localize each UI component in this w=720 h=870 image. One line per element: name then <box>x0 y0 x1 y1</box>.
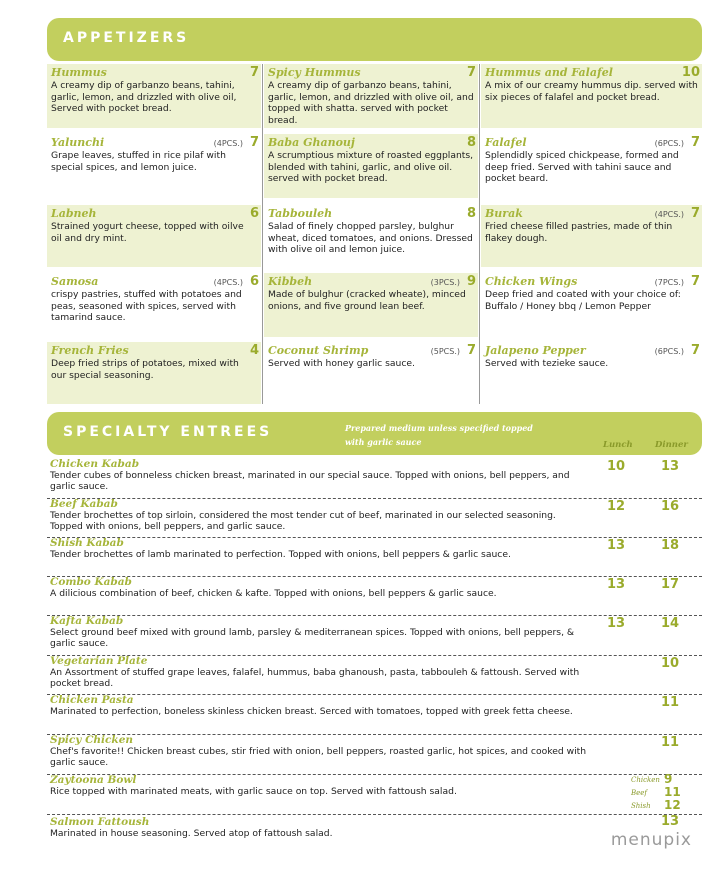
appetizer-price: 7 <box>466 343 476 358</box>
entree-item <box>47 616 702 656</box>
appetizer-qty: (4PCS.) <box>213 278 243 287</box>
appetizer-name: Spicy Hummus <box>268 66 361 79</box>
entree-lunch-price: 12 <box>607 499 626 514</box>
appetizer-name: Yalunchi <box>51 136 105 149</box>
entree-desc: Rice topped with marinated meats, with garlic sauce on top. Served with fattoush salad. <box>50 786 457 797</box>
appetizer-desc: Deep fried strips of potatoes, mixed with our special seasoning. <box>51 358 239 381</box>
appetizer-price: 7 <box>690 206 700 221</box>
entree-desc: An Assortment of stuffed grape leaves, falafel, hummus, baba ghanoush, pasta, tabbouleh & fattoush. Served with pocket bread. <box>50 667 580 689</box>
entree-item <box>47 695 702 735</box>
appetizer-name: Jalapeno Pepper <box>485 344 586 357</box>
entree-dinner-price: 10 <box>661 656 680 671</box>
entree-name: Vegetarian Plate <box>50 655 148 667</box>
bowl-option-price: 12 <box>664 798 681 812</box>
appetizer-item <box>481 273 702 337</box>
menupix-watermark: menupix <box>610 830 692 850</box>
appetizer-item <box>481 342 702 404</box>
appetizer-qty: (7PCS.) <box>654 278 684 287</box>
appetizer-qty: (3PCS.) <box>430 278 460 287</box>
appetizer-price: 6 <box>249 274 259 289</box>
entree-lunch-price: 10 <box>607 459 626 474</box>
entree-name: Shish Kabab <box>50 537 124 549</box>
entree-dinner-price: 18 <box>661 538 680 553</box>
appetizer-item <box>264 342 478 404</box>
appetizer-desc: Served with honey garlic sauce. <box>268 358 415 369</box>
appetizer-desc: Served with tezieke sauce. <box>485 358 609 369</box>
entree-desc: A dilicious combination of beef, chicken & kafte. Topped with onions, bell peppers & garlic sauce. <box>50 588 497 599</box>
appetizer-name: Chicken Wings <box>485 275 578 288</box>
appetizer-name: Hummus <box>51 66 107 79</box>
appetizer-item <box>481 64 702 128</box>
bowl-option-label: Beef <box>631 789 648 797</box>
appetizer-qty: (4PCS.) <box>654 210 684 219</box>
appetizer-name: French Fries <box>51 344 129 357</box>
entrees-title: SPECIALTY ENTREES <box>63 424 273 440</box>
appetizer-desc: Made of bulghur (cracked wheate), minced onions, and five ground lean beef. <box>268 289 466 312</box>
appetizers-header <box>47 18 702 61</box>
appetizer-item <box>264 134 478 198</box>
entree-item <box>47 459 702 499</box>
column-divider <box>262 64 263 404</box>
appetizer-qty: (6PCS.) <box>654 139 684 148</box>
entree-desc: Tender brochettes of lamb marinated to perfection. Topped with onions, bell peppers & garlic sauce. <box>50 549 511 560</box>
entree-item <box>47 814 702 847</box>
appetizer-desc: A scrumptious mixture of roasted eggplants, blended with tahini, garlic, and olive oil. served with pocket bread. <box>268 150 474 184</box>
appetizer-desc: Splendidly spiced chickpease, formed and deep fried. Served with tahini sauce and pocket beard. <box>485 150 679 184</box>
entree-lunch-price: 13 <box>607 577 626 592</box>
appetizer-name: Labneh <box>51 207 97 220</box>
entree-name: Combo Kabab <box>50 576 132 588</box>
entrees-note: Prepared medium unless specified topped with garlic sauce <box>345 423 533 447</box>
appetizer-desc: A creamy dip of garbanzo beans, tahini, garlic, lemon, and drizzled with olive oil, Served with pocket bread. <box>51 80 237 114</box>
entree-item <box>47 499 702 538</box>
appetizer-desc: Fried cheese filled pastries, made of thin flakey dough. <box>485 221 673 244</box>
column-divider <box>479 64 480 404</box>
appetizer-price: 7 <box>249 135 259 150</box>
entree-item <box>47 772 702 815</box>
appetizer-name: Tabbouleh <box>268 207 333 220</box>
appetizer-qty: (6PCS.) <box>654 347 684 356</box>
entree-dinner-price: 13 <box>661 459 680 474</box>
appetizer-desc: Salad of finely chopped parsley, bulghur wheat, diced tomatoes, and onions. Dressed with olive oil and lemon juice. <box>268 221 473 255</box>
entree-name: Salmon Fattoush <box>50 816 150 828</box>
bowl-option-label: Chicken <box>631 776 660 784</box>
appetizer-name: Falafel <box>485 136 527 149</box>
appetizer-item <box>264 205 478 267</box>
entree-name: Beef Kabab <box>50 498 118 510</box>
entree-desc: Marinated in house seasoning. Served atop of fattoush salad. <box>50 828 333 839</box>
appetizer-item <box>47 205 261 267</box>
appetizer-qty: (5PCS.) <box>430 347 460 356</box>
appetizer-desc: A mix of our creamy hummus dip. served with six pieces of falafel and pocket bread. <box>485 80 698 103</box>
appetizer-name: Baba Ghanouj <box>268 136 355 149</box>
appetizer-price: 4 <box>249 343 259 358</box>
entree-item <box>47 656 702 695</box>
entree-desc: Marinated to perfection, boneless skinless chicken breast. Serced with tomatoes, topped with greek fetta cheese. <box>50 706 573 717</box>
entree-dinner-price: 13 <box>661 814 680 829</box>
entree-desc: Chef's favorite!! Chicken breast cubes, stir fried with onion, bell peppers, roasted garlic, hot spices, and cooked with garlic sauce. <box>50 746 587 768</box>
appetizer-name: Coconut Shrimp <box>268 344 369 357</box>
entree-dinner-price: 11 <box>661 735 680 750</box>
appetizer-price: 8 <box>466 135 476 150</box>
lunch-column-label: Lunch <box>603 440 633 450</box>
appetizer-item <box>264 273 478 337</box>
entree-name: Chicken Pasta <box>50 694 134 706</box>
appetizer-name: Burak <box>485 207 523 220</box>
entree-dinner-price: 11 <box>661 695 680 710</box>
bowl-option-price: 11 <box>664 785 681 799</box>
entree-dinner-price: 17 <box>661 577 680 592</box>
entree-lunch-price: 13 <box>607 538 626 553</box>
appetizer-desc: crispy pastries, stuffed with potatoes and peas, seasoned with spices, served with tamarind sauce. <box>51 289 242 323</box>
appetizer-price: 7 <box>690 135 700 150</box>
appetizer-desc: Strained yogurt cheese, topped with oilve oil and dry mint. <box>51 221 244 244</box>
appetizer-price: 7 <box>690 343 700 358</box>
appetizer-price: 7 <box>690 274 700 289</box>
entree-desc: Select ground beef mixed with ground lamb, parsley & mediterranean spices. Topped with onions, bell peppers, & garlic sauce. <box>50 627 575 649</box>
entree-name: Zaytoona Bowl <box>50 774 137 786</box>
appetizer-item <box>47 64 261 128</box>
appetizer-price: 6 <box>249 206 259 221</box>
appetizer-price: 10 <box>681 65 700 80</box>
entree-name: Chicken Kabab <box>50 458 140 470</box>
entree-dinner-price: 16 <box>661 499 680 514</box>
entree-item <box>47 538 702 577</box>
appetizer-item <box>264 64 478 128</box>
appetizer-item <box>47 134 261 198</box>
entree-desc: Tender brochettes of top sirloin, considered the most tender cut of beef, marinated in our selected seasoning. Topped with onions, bell peppers, and garlic sauce. <box>50 510 556 532</box>
entree-item <box>47 577 702 616</box>
appetizer-item <box>481 205 702 267</box>
entree-name: Kafta Kabab <box>50 615 124 627</box>
entree-desc: Tender cubes of bonneless chicken breast, marinated in our special sauce. Topped with onions, bell peppers, and garlic sauce. <box>50 470 570 492</box>
appetizers-title: APPETIZERS <box>63 30 190 46</box>
bowl-option-price: 9 <box>664 772 673 786</box>
appetizer-name: Samosa <box>51 275 99 288</box>
appetizer-price: 8 <box>466 206 476 221</box>
appetizer-qty: (4PCS.) <box>213 139 243 148</box>
appetizer-price: 7 <box>249 65 259 80</box>
appetizer-name: Kibbeh <box>268 275 313 288</box>
appetizer-name: Hummus and Falafel <box>485 66 613 79</box>
appetizer-item <box>47 273 261 337</box>
appetizer-desc: Deep fried and coated with your choice of: Buffalo / Honey bbq / Lemon Pepper <box>485 289 681 312</box>
appetizer-item <box>47 342 261 404</box>
entree-name: Spicy Chicken <box>50 734 134 746</box>
bowl-option-label: Shish <box>631 802 651 810</box>
appetizer-price: 7 <box>466 65 476 80</box>
appetizer-item <box>481 134 702 198</box>
appetizer-desc: A creamy dip of garbanzo beans, tahini, garlic, lemon, and drizzled with olive oil, and topped with shatta. served with pocket bread. <box>268 80 474 126</box>
appetizer-desc: Grape leaves, stuffed in rice pilaf with special spices, and lemon juice. <box>51 150 226 173</box>
entree-item <box>47 735 702 775</box>
entree-dinner-price: 14 <box>661 616 680 631</box>
dinner-column-label: Dinner <box>655 440 688 450</box>
appetizer-price: 9 <box>466 274 476 289</box>
entree-lunch-price: 13 <box>607 616 626 631</box>
